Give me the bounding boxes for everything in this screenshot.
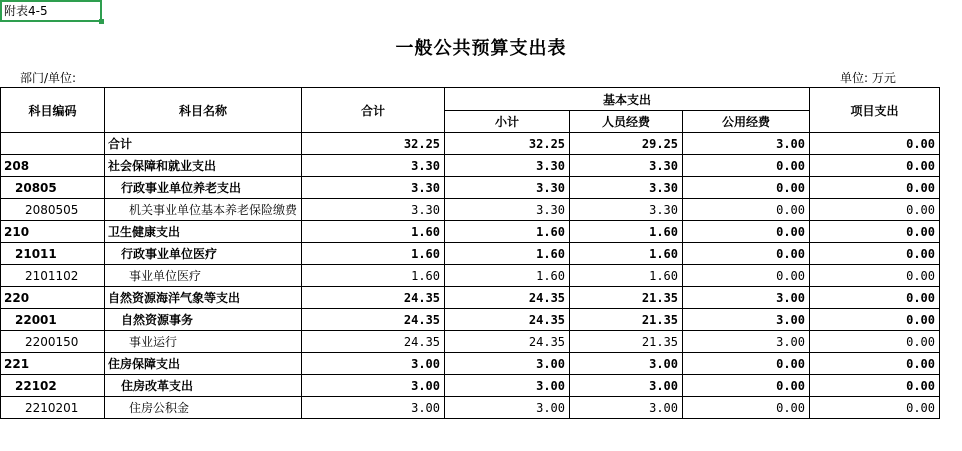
department-label: 部门/单位: xyxy=(20,71,77,85)
cell-subtotal: 24.35 xyxy=(445,309,570,331)
cell-public: 3.00 xyxy=(683,331,810,353)
cell-project: 0.00 xyxy=(810,199,940,221)
cell-personnel: 21.35 xyxy=(570,331,683,353)
header-public: 公用经费 xyxy=(683,111,810,133)
cell-total: 24.35 xyxy=(302,309,445,331)
cell-public: 3.00 xyxy=(683,287,810,309)
cell-total: 3.00 xyxy=(302,397,445,419)
cell-total: 3.30 xyxy=(302,155,445,177)
cell-subtotal: 3.00 xyxy=(445,375,570,397)
table-row xyxy=(1,287,940,309)
table-row xyxy=(1,331,940,353)
cell-public: 3.00 xyxy=(683,309,810,331)
cell-personnel: 3.30 xyxy=(570,155,683,177)
table-row xyxy=(1,353,940,375)
cell-personnel: 1.60 xyxy=(570,243,683,265)
header-subtotal: 小计 xyxy=(445,111,570,133)
cell-code: 21011 xyxy=(1,243,105,265)
table-row xyxy=(1,265,940,287)
table-row xyxy=(1,177,940,199)
cell-public: 0.00 xyxy=(683,243,810,265)
cell-code: 2210201 xyxy=(1,397,105,419)
cell-subtotal: 3.00 xyxy=(445,353,570,375)
table-row xyxy=(1,199,940,221)
cell-project: 0.00 xyxy=(810,243,940,265)
cell-project: 0.00 xyxy=(810,177,940,199)
cell-personnel: 3.00 xyxy=(570,353,683,375)
cell-public: 0.00 xyxy=(683,155,810,177)
cell-personnel: 29.25 xyxy=(570,133,683,155)
cell-name: 事业单位医疗 xyxy=(105,265,302,287)
cell-code: 20805 xyxy=(1,177,105,199)
cell-total: 1.60 xyxy=(302,265,445,287)
cell-personnel: 21.35 xyxy=(570,287,683,309)
cell-project: 0.00 xyxy=(810,397,940,419)
cell-code: 2080505 xyxy=(1,199,105,221)
cell-project: 0.00 xyxy=(810,265,940,287)
cell-code: 2101102 xyxy=(1,265,105,287)
cell-project: 0.00 xyxy=(810,331,940,353)
cell-public: 0.00 xyxy=(683,353,810,375)
cell-public: 0.00 xyxy=(683,265,810,287)
cell-name: 自然资源海洋气象等支出 xyxy=(105,287,302,309)
table-row xyxy=(1,155,940,177)
cell-subtotal: 1.60 xyxy=(445,243,570,265)
cell-personnel: 3.00 xyxy=(570,375,683,397)
cell-project: 0.00 xyxy=(810,221,940,243)
cell-code: 22001 xyxy=(1,309,105,331)
cell-code xyxy=(1,133,105,155)
cell-name: 事业运行 xyxy=(105,331,302,353)
cell-subtotal: 3.00 xyxy=(445,397,570,419)
cell-total: 3.30 xyxy=(302,199,445,221)
header-code: 科目编码 xyxy=(1,88,105,133)
cell-code: 220 xyxy=(1,287,105,309)
table-row xyxy=(1,397,940,419)
cell-personnel: 3.00 xyxy=(570,397,683,419)
cell-project: 0.00 xyxy=(810,133,940,155)
cell-subtotal: 32.25 xyxy=(445,133,570,155)
table-row xyxy=(1,243,940,265)
cell-public: 0.00 xyxy=(683,375,810,397)
cell-subtotal: 3.30 xyxy=(445,155,570,177)
cell-name: 机关事业单位基本养老保险缴费 xyxy=(105,199,302,221)
page-title: 一般公共预算支出表 xyxy=(395,38,567,59)
cell-public: 0.00 xyxy=(683,221,810,243)
selected-cell[interactable]: 附表4-5 xyxy=(0,0,102,22)
cell-public: 0.00 xyxy=(683,177,810,199)
cell-total: 3.30 xyxy=(302,177,445,199)
cell-total: 24.35 xyxy=(302,331,445,353)
cell-name: 住房保障支出 xyxy=(105,353,302,375)
cell-subtotal: 24.35 xyxy=(445,331,570,353)
cell-name: 合计 xyxy=(105,133,302,155)
header-total: 合计 xyxy=(302,88,445,133)
cell-project: 0.00 xyxy=(810,155,940,177)
header-basic: 基本支出 xyxy=(445,88,810,111)
cell-project: 0.00 xyxy=(810,309,940,331)
cell-total: 1.60 xyxy=(302,221,445,243)
cell-personnel: 21.35 xyxy=(570,309,683,331)
cell-name: 行政事业单位医疗 xyxy=(105,243,302,265)
cell-code: 210 xyxy=(1,221,105,243)
cell-total: 24.35 xyxy=(302,287,445,309)
cell-project: 0.00 xyxy=(810,287,940,309)
cell-code: 22102 xyxy=(1,375,105,397)
header-project: 项目支出 xyxy=(810,88,940,133)
cell-total: 1.60 xyxy=(302,243,445,265)
cell-subtotal: 1.60 xyxy=(445,265,570,287)
cell-name: 卫生健康支出 xyxy=(105,221,302,243)
cell-total: 3.00 xyxy=(302,375,445,397)
cell-name: 住房公积金 xyxy=(105,397,302,419)
cell-subtotal: 1.60 xyxy=(445,221,570,243)
cell-subtotal: 3.30 xyxy=(445,177,570,199)
cell-project: 0.00 xyxy=(810,375,940,397)
cell-project: 0.00 xyxy=(810,353,940,375)
header-personnel: 人员经费 xyxy=(570,111,683,133)
cell-personnel: 3.30 xyxy=(570,199,683,221)
cell-public: 3.00 xyxy=(683,133,810,155)
cell-personnel: 3.30 xyxy=(570,177,683,199)
cell-code: 221 xyxy=(1,353,105,375)
table-row xyxy=(1,375,940,397)
cell-subtotal: 24.35 xyxy=(445,287,570,309)
cell-personnel: 1.60 xyxy=(570,221,683,243)
header-name: 科目名称 xyxy=(105,88,302,133)
cell-name: 行政事业单位养老支出 xyxy=(105,177,302,199)
cell-name: 自然资源事务 xyxy=(105,309,302,331)
cell-public: 0.00 xyxy=(683,199,810,221)
cell-total: 3.00 xyxy=(302,353,445,375)
unit-label: 单位: 万元 xyxy=(840,71,896,85)
budget-table xyxy=(0,87,940,419)
cell-personnel: 1.60 xyxy=(570,265,683,287)
table-row xyxy=(1,221,940,243)
table-row xyxy=(1,133,940,155)
cell-code: 2200150 xyxy=(1,331,105,353)
table-row xyxy=(1,309,940,331)
cell-code: 208 xyxy=(1,155,105,177)
cell-name: 社会保障和就业支出 xyxy=(105,155,302,177)
cell-subtotal: 3.30 xyxy=(445,199,570,221)
cell-total: 32.25 xyxy=(302,133,445,155)
cell-name: 住房改革支出 xyxy=(105,375,302,397)
cell-public: 0.00 xyxy=(683,397,810,419)
